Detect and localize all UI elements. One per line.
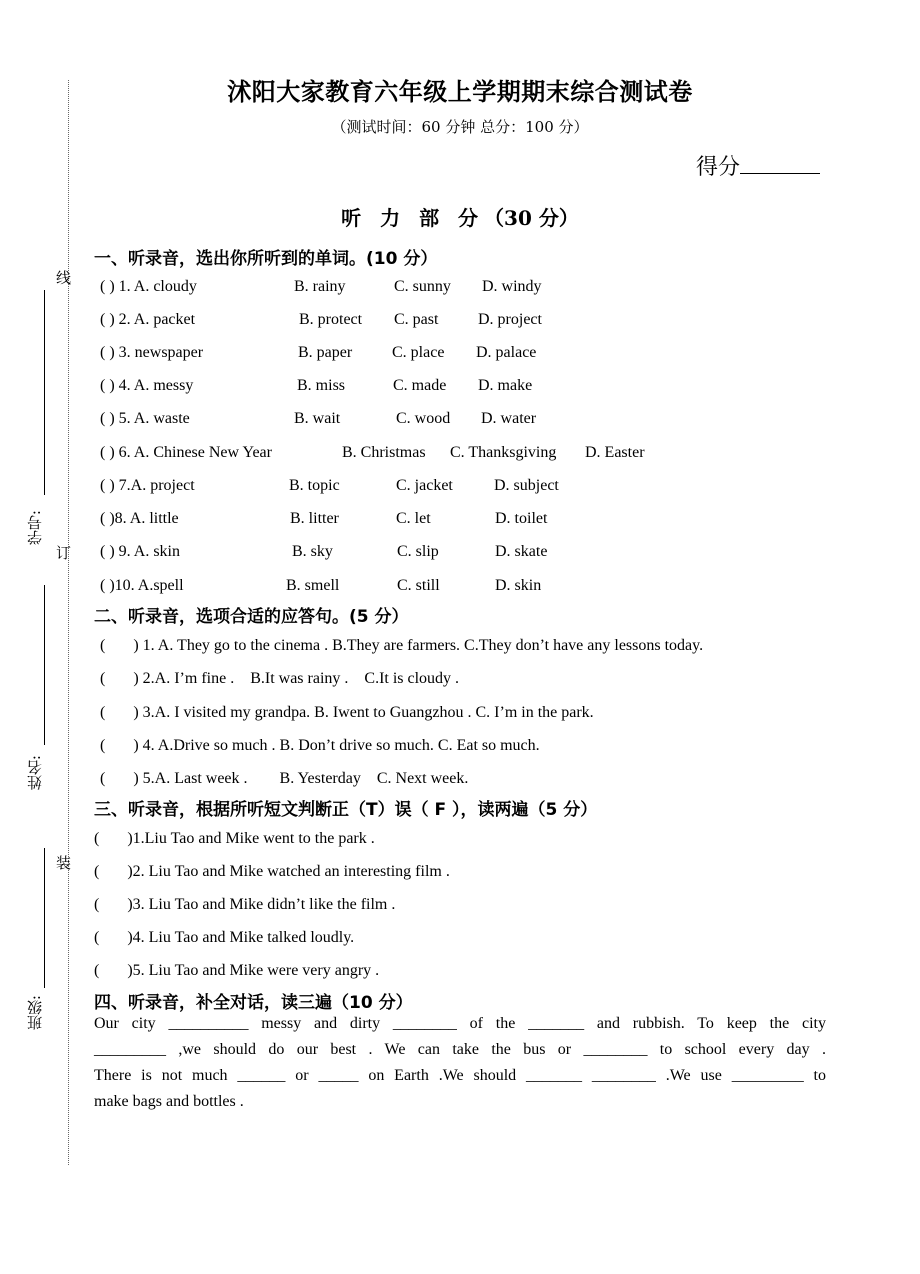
- question-stem[interactable]: ( ) 1. A. cloudy: [100, 278, 197, 295]
- cut-mark-top: 线: [54, 270, 72, 285]
- question-stem[interactable]: ( ) 6. A. Chinese New Year: [100, 444, 272, 461]
- answer-option: D. windy: [482, 278, 542, 295]
- name-line: [44, 585, 45, 745]
- true-false-row[interactable]: ( )1.Liu Tao and Mike went to the park .: [94, 830, 375, 847]
- passage-line: make bags and bottles .: [94, 1093, 244, 1110]
- answer-option: B. sky: [292, 543, 333, 560]
- true-false-row[interactable]: ( )3. Liu Tao and Mike didn’t like the film .: [94, 896, 396, 913]
- answer-option: C. let: [396, 510, 431, 527]
- name-label: 姓名:: [26, 755, 44, 791]
- true-false-row[interactable]: ( )5. Liu Tao and Mike were very angry .: [94, 962, 380, 979]
- answer-option: B. smell: [286, 577, 340, 594]
- answer-option: D. palace: [476, 344, 537, 361]
- question-stem[interactable]: ( ) 4. A. messy: [100, 377, 194, 394]
- answer-option: B. rainy: [294, 278, 346, 295]
- student-id-line: [44, 290, 45, 495]
- binding-margin: [0, 0, 80, 1274]
- class-label: 班级:: [26, 995, 44, 1031]
- question-row[interactable]: ( ) 4. A.Drive so much . B. Don’t drive so much. C. Eat so much.: [100, 737, 540, 754]
- section-1-heading: 一、听录音，选出你所听到的单词。(10 分）: [94, 249, 438, 269]
- part-title-points: （30 分）: [484, 206, 579, 230]
- answer-option: D. Easter: [585, 444, 645, 461]
- question-row[interactable]: ( ) 3.A. I visited my grandpa. B. Iwent to Guangzhou . C. I’m in the park.: [100, 704, 594, 721]
- answer-option: B. protect: [299, 311, 363, 328]
- section-3-heading: 三、听录音，根据所听短文判断正（T）误（ F ），读两遍（5 分）: [94, 800, 598, 820]
- score-blank[interactable]: [740, 153, 820, 174]
- answer-option: B. miss: [297, 377, 346, 394]
- answer-option: D. subject: [494, 477, 559, 494]
- cut-mark-bottom: 装: [54, 855, 72, 870]
- question-stem[interactable]: ( )8. A. little: [100, 510, 179, 527]
- answer-option: C. sunny: [394, 278, 451, 295]
- section-2-heading: 二、听录音，选项合适的应答句。(5 分）: [94, 607, 409, 627]
- cut-mark-middle: 订: [54, 545, 72, 560]
- question-stem[interactable]: ( ) 9. A. skin: [100, 543, 180, 560]
- question-stem[interactable]: ( ) 7.A. project: [100, 477, 195, 494]
- answer-option: D. toilet: [495, 510, 548, 527]
- student-id-label: 学号:: [26, 510, 44, 546]
- part-title-text: 听 力 部 分: [341, 206, 485, 230]
- score-label: 得分: [696, 155, 741, 180]
- fill-in-passage: [94, 1011, 826, 1115]
- question-stem[interactable]: ( ) 2. A. packet: [100, 311, 196, 328]
- answer-option: B. wait: [294, 410, 341, 427]
- passage-line: Our city __________ messy and dirty ________ of the _______ and rubbish. To keep the city: [94, 1015, 826, 1032]
- class-line: [44, 848, 45, 988]
- passage-line: There is not much ______ or _____ on Earth .We should _______ ________ .We use _________ to: [94, 1067, 826, 1084]
- section-4-heading: 四、听录音，补全对话，读三遍（10 分）: [94, 993, 413, 1013]
- question-stem[interactable]: ( ) 3. newspaper: [100, 344, 204, 361]
- true-false-row[interactable]: ( )4. Liu Tao and Mike talked loudly.: [94, 929, 355, 946]
- answer-option: D. water: [481, 410, 537, 427]
- answer-option: D. make: [478, 377, 533, 394]
- answer-option: B. topic: [289, 477, 340, 494]
- true-false-row[interactable]: ( )2. Liu Tao and Mike watched an interesting film .: [94, 863, 450, 880]
- question-row[interactable]: ( ) 5.A. Last week . B. Yesterday C. Next week.: [100, 770, 469, 787]
- answer-option: D. project: [478, 311, 542, 328]
- answer-option: C. still: [397, 577, 440, 594]
- question-row[interactable]: ( ) 2.A. I’m fine . B.It was rainy . C.It is cloudy .: [100, 670, 460, 687]
- test-info: （测试时间：60 分钟 总分：100 分）: [331, 118, 589, 136]
- dotted-cut-line: [68, 80, 69, 1165]
- answer-option: C. past: [394, 311, 439, 328]
- answer-option: C. made: [393, 377, 447, 394]
- answer-option: D. skin: [495, 577, 542, 594]
- answer-option: C. slip: [397, 543, 439, 560]
- part-title: [0, 202, 920, 231]
- answer-option: C. Thanksgiving: [450, 444, 557, 461]
- answer-option: B. paper: [298, 344, 353, 361]
- question-stem[interactable]: ( ) 5. A. waste: [100, 410, 190, 427]
- answer-option: C. place: [392, 344, 445, 361]
- answer-option: B. Christmas: [342, 444, 426, 461]
- question-stem[interactable]: ( )10. A.spell: [100, 577, 184, 594]
- passage-line: _________ ,we should do our best . We can take the bus or ________ to school every day .: [94, 1041, 826, 1058]
- page-title: 沭阳大家教育六年级上学期期末综合测试卷: [227, 78, 693, 106]
- answer-option: C. wood: [396, 410, 451, 427]
- answer-option: D. skate: [495, 543, 548, 560]
- question-row[interactable]: ( ) 1. A. They go to the cinema . B.They are farmers. C.They don’t have any lessons today.: [100, 637, 704, 654]
- answer-option: B. litter: [290, 510, 339, 527]
- score-field: [696, 150, 820, 181]
- answer-option: C. jacket: [396, 477, 453, 494]
